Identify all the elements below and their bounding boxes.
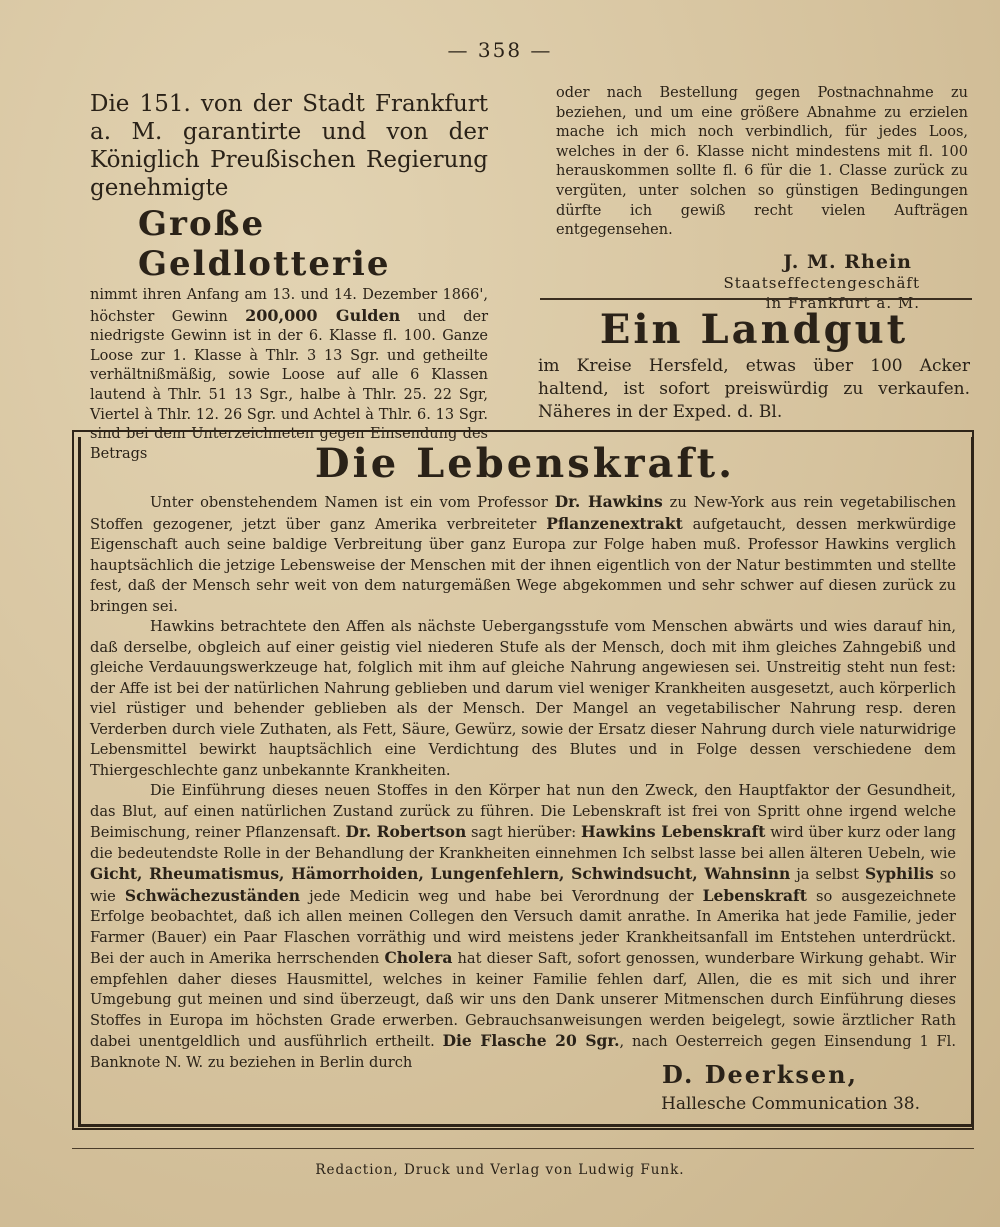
text-run: jede Medicin weg und habe bei Verordnung der <box>300 887 703 905</box>
imprint-footer: Redaction, Druck und Verlag von Ludwig Funk. <box>315 1162 685 1178</box>
lebenskraft-signer-address: Hallesche Communication 38. <box>661 1094 920 1114</box>
lottery-continuation: oder nach Bestellung gegen Postnachnahme zu beziehen, und um eine größere Abnahme zu erzielen mache ich mich noch verbindlich, für jedes Loos, welches in der 6. Klasse nicht mindestens mit fl. 100 herauskommen sollte fl. 6 für die 1. Classe zurück zu vergüten, unter solchen so günstigen Bedingungen dürfte ich gewiß recht vielen Aufträgen entgegensehen. <box>556 85 968 239</box>
lebenskraft-paragraph-3 <box>90 781 956 1073</box>
lebenskraft-paragraph-2: Hawkins betrachtete den Affen als nächste Uebergangsstufe vom Menschen abwärts und wies darauf hin, daß derselbe, obgleich auf einer geistig viel niederen Stufe als der Mensch, doch mit ihm gleiches Zahngebiß und gleiche Verdauungswerkzeuge hat, folglich mit ihm auf gleiche Nahrung angewiesen sei. Unstreitig steht nun fest: der Affe ist bei der natürlichen Nahrung geblieben und darum viel weniger Krankheiten ausgesetzt, auch körperlich viel rüstiger und behender geblieben als der Mensch. Der Mangel an vegetabilischer Nahrung resp. deren Verderben durch viele Zuthaten, als Fett, Säure, Gewürz, sowie der Ersatz dieser Nahrung durch viele naturwidrige Lebensmittel bewirkt hauptsächlich eine Verdichtung des Blutes und in Folge dessen verschiedene dem Thiergeschlechte ganz unbekannte Krankheiten. <box>90 618 956 779</box>
text-run-bold: Schwächezuständen <box>124 885 301 905</box>
text-run: ja selbst <box>790 866 865 883</box>
text-run: so ausgezeichnete Erfolge beobachtet, daß ich allen meinen Collegen den Versuch damit anrathe. In Amerika hat jede Familie, jeder Farmer (Bauer) ein Paar Flaschen vorräthig und wird meistens jeder Krankheitsanfall im Entstehen unterdrückt. Bei der auch in Amerika herrschenden <box>90 887 957 967</box>
text-run-bold: Cholera <box>384 948 453 967</box>
lottery-title: Große Geldlotterie <box>138 204 391 284</box>
lebenskraft-title: Die Lebenskraft. <box>314 440 736 487</box>
page-number: — 358 — <box>447 38 553 62</box>
lebenskraft-paragraph-1 <box>90 492 956 617</box>
lottery-body-2: und der niedrigste Gewinn ist in der 6. Klasse fl. 100. Ganze Loose zur 1. Klasse à Thlr. 3 13 Sgr. und getheilte verhältnißmäßig, sowie Loose auf alle 6 Klassen lautend à Thlr. 51 13 Sgr., halbe à Thlr. 25. 22 Sgr, Viertel à Thlr. 12. 26 Sgr. und Achtel à Thlr. 6. 13 Sgr. sind bei dem Unterzeichneten gegen Einsendung des Betrags <box>90 308 488 462</box>
text-run: so wie <box>90 866 956 905</box>
text-run-bold: Pflanzenextrakt <box>546 513 683 533</box>
text-run: , nach Oesterreich gegen Einsendung 1 Fl. Banknote N. W. zu beziehen in Berlin durch <box>90 1033 956 1071</box>
lebenskraft-body <box>90 492 956 1073</box>
lebenskraft-signer: D. Deerksen, <box>662 1060 858 1089</box>
text-run-bold: Lebenskraft <box>702 885 807 905</box>
text-run: Unter obenstehendem Namen ist ein vom Professor <box>150 494 555 511</box>
text-run-bold: Gicht, Rheumatismus, Hämorrhoiden, Lungenfehlern, Schwindsucht, Wahnsinn <box>90 864 791 883</box>
lottery-intro: Die 151. von der Stadt Frankfurt a. M. garantirte und von der Königlich Preußischen Regierung genehmigte <box>90 91 488 201</box>
text-run: hat dieser Saft, sofort genossen, wunderbare Wirkung gehabt. Wir empfehlen daher dieses Hausmittel, welches in keiner Familie fehlen darf, Allen, die es mit sich und ihrer Umgebung gut meinen und sind überzeugt, daß wir uns den Dank unserer Mitmenschen durch Einführung dieses Stoffes in Europa im höchsten Grade erwerben. Gebrauchsanweisungen werden beigelegt, sowie ärztlicher Rath dabei unentgeldlich und ausführlich ertheilt. <box>90 950 956 1050</box>
lottery-body-1: nimmt ihren Anfang am 13. und 14. Dezember 1866', höchster Gewinn <box>90 287 488 325</box>
landgut-title: Ein Landgut <box>599 306 909 353</box>
landgut-ad <box>538 306 970 424</box>
text-run: zu New-York aus rein vegetabilischen Stoffen gezogener, jetzt über ganz Amerika verbreiteter <box>90 494 956 533</box>
text-run-bold: Hawkins Lebenskraft <box>580 822 766 841</box>
text-run: sagt hierüber: <box>466 824 581 841</box>
divider-rule <box>540 298 972 300</box>
lottery-prize: 200,000 Gulden <box>245 305 401 325</box>
text-run: Die Einführung dieses neuen Stoffes in den Körper hat nun den Zweck, den Hauptfaktor der Gesundheit, das Blut, auf einen natürlichen Zustand zurück zu führen. Die Lebenskraft ist frei von Spritt ohne irgend welche Beimischung, reiner Pflanzensaft. <box>90 782 956 841</box>
text-run: wird über kurz oder lang die bedeutendste Rolle in der Behandlung der Krankheiten einnehmen Ich selbst lasse bei allen älteren Uebeln, wie <box>90 824 956 862</box>
landgut-text: im Kreise Hersfeld, etwas über 100 Acker haltend, ist sofort preiswürdig zu verkaufen. Näheres in der Exped. d. Bl. <box>538 356 970 422</box>
lottery-signer-line-2: in Frankfurt a. M. <box>765 293 920 312</box>
lottery-continuation-block <box>556 84 968 313</box>
text-run-bold: Die Flasche 20 Sgr. <box>442 1031 620 1050</box>
text-run-bold: Dr. Robertson <box>345 822 467 841</box>
footer-rule <box>72 1148 974 1149</box>
text-run-bold: Syphilis <box>865 864 934 883</box>
text-run: aufgetaucht, dessen merkwürdige Eigenschaft auch seine baldige Verbreitung über ganz Europa zur Folge haben muß. Professor Hawkins verglich hauptsächlich die jetzige Lebensweise der Menschen mit der ihnen eigentlich von der Natur bestimmten und stellte fest, daß der Mensch sehr weit von dem naturgemäßen Wege abgekommen und sehr schwer auf diesen zurück zu bringen sei. <box>90 515 956 615</box>
lottery-signer-line-1: Staatseffectengeschäft <box>723 273 920 292</box>
lottery-signer: J. M. Rhein <box>783 250 912 273</box>
text-run-bold: Dr. Hawkins <box>554 492 663 511</box>
lottery-ad <box>90 90 488 464</box>
